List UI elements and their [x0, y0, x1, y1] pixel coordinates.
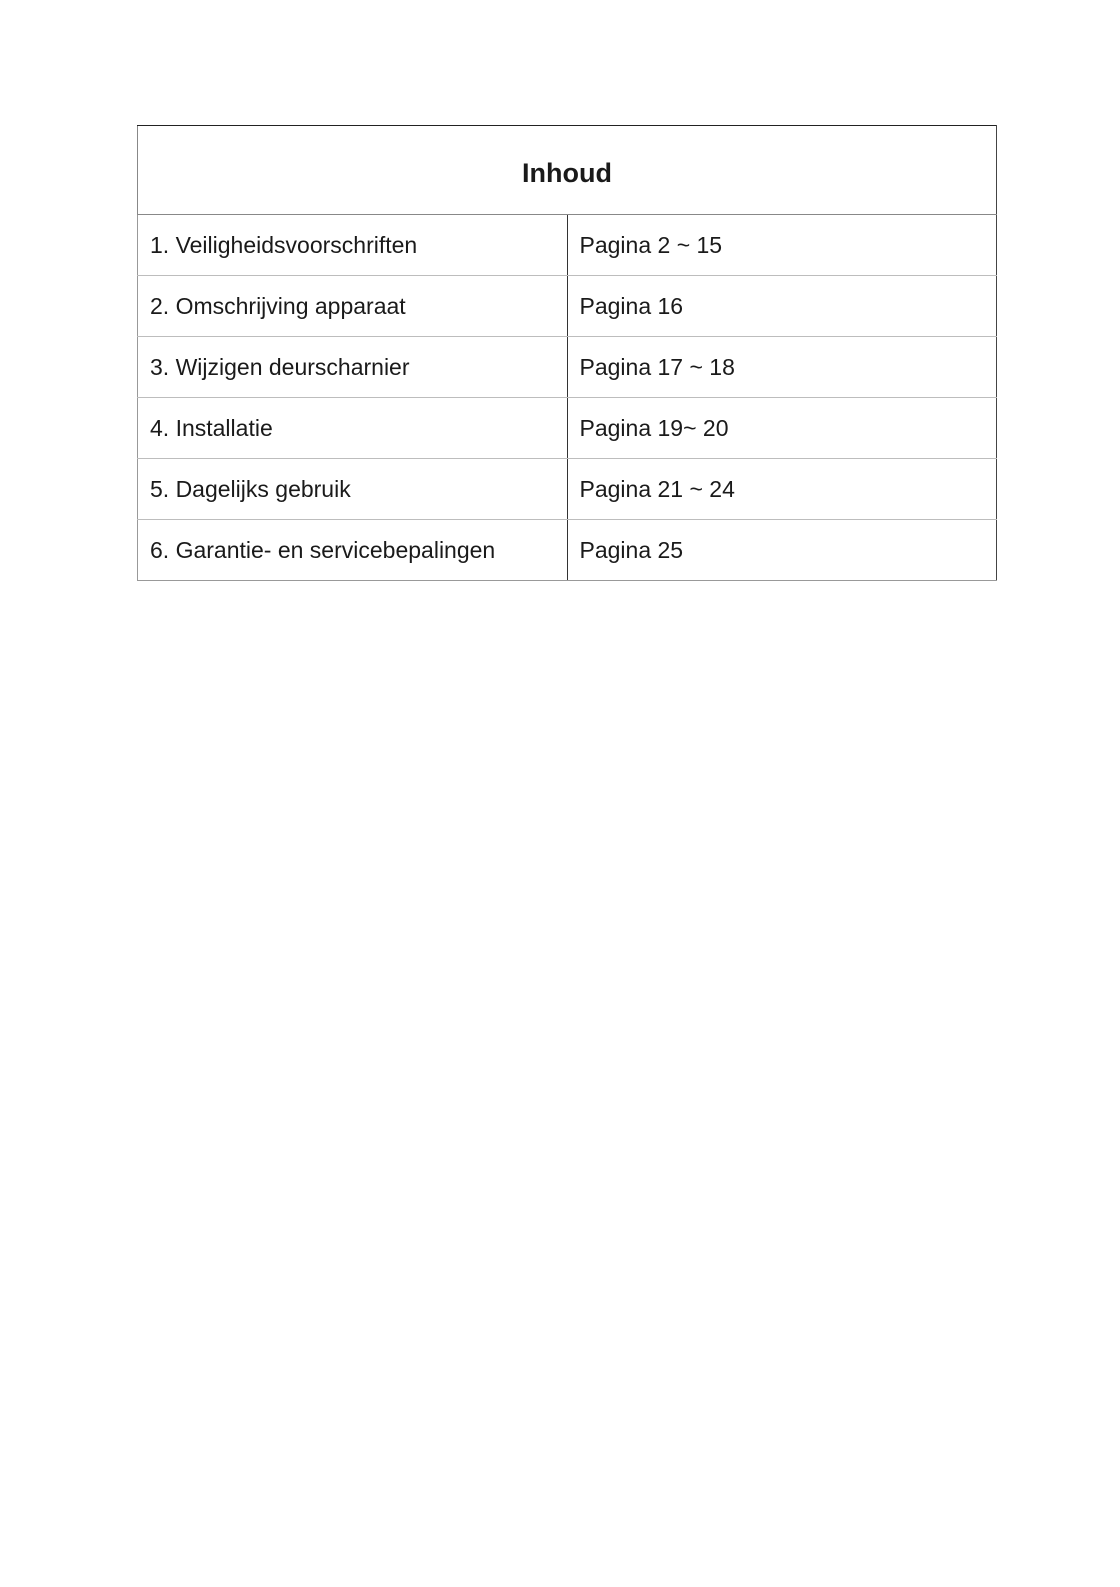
toc-entry-pages: Pagina 21 ~ 24: [567, 459, 997, 520]
toc-row: [138, 520, 997, 581]
toc-entry-pages: Pagina 2 ~ 15: [567, 215, 997, 276]
toc-row: [138, 398, 997, 459]
toc-row: [138, 276, 997, 337]
toc-entry-pages: Pagina 25: [567, 520, 997, 581]
toc-entry-title: 6. Garantie- en servicebepalingen: [138, 520, 568, 581]
toc-row: [138, 459, 997, 520]
toc-entry-pages: Pagina 17 ~ 18: [567, 337, 997, 398]
toc-entry-pages: Pagina 16: [567, 276, 997, 337]
toc-entry-pages: Pagina 19~ 20: [567, 398, 997, 459]
toc-header-row: [138, 126, 997, 215]
toc-entry-title: 2. Omschrijving apparaat: [138, 276, 568, 337]
toc-entry-title: 1. Veiligheidsvoorschriften: [138, 215, 568, 276]
toc-entry-title: 5. Dagelijks gebruik: [138, 459, 568, 520]
toc-entry-title: 4. Installatie: [138, 398, 568, 459]
table-of-contents: [137, 125, 997, 581]
toc-row: [138, 215, 997, 276]
toc-row: [138, 337, 997, 398]
toc-title: Inhoud: [138, 126, 997, 215]
toc-entry-title: 3. Wijzigen deurscharnier: [138, 337, 568, 398]
